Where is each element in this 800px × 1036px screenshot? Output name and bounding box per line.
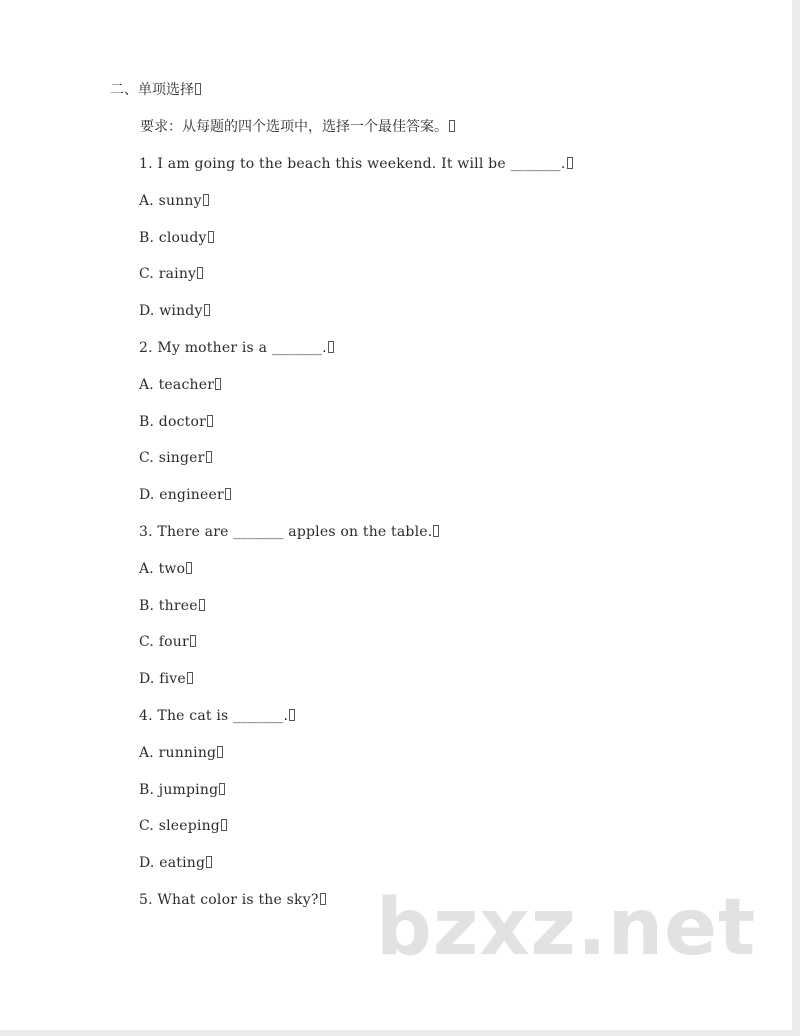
option-1c: C. rainy bbox=[139, 264, 573, 301]
paragraph-mark-icon bbox=[567, 157, 573, 169]
paragraph-mark-icon bbox=[217, 746, 223, 758]
paragraph-mark-icon bbox=[219, 783, 225, 795]
paragraph-mark-icon bbox=[199, 599, 205, 611]
paragraph-mark-icon bbox=[289, 709, 295, 721]
question-5: 5. What color is the sky? bbox=[139, 890, 573, 927]
paragraph-mark-icon bbox=[221, 819, 227, 831]
paragraph-mark-icon bbox=[190, 635, 196, 647]
option-2d: D. engineer bbox=[139, 485, 573, 522]
option-2b: B. doctor bbox=[139, 412, 573, 449]
option-3a: A. two bbox=[139, 559, 573, 596]
question-2: 2. My mother is a _______. bbox=[139, 338, 573, 375]
option-3c: C. four bbox=[139, 632, 573, 669]
option-2c: C. singer bbox=[139, 448, 573, 485]
paragraph-mark-icon bbox=[206, 451, 212, 463]
paragraph-mark-icon bbox=[328, 341, 334, 353]
paragraph-mark-icon bbox=[203, 194, 209, 206]
question-4: 4. The cat is _______. bbox=[139, 706, 573, 743]
option-4a: A. running bbox=[139, 743, 573, 780]
question-3: 3. There are _______ apples on the table. bbox=[139, 522, 573, 559]
option-2a: A. teacher bbox=[139, 375, 573, 412]
option-3d: D. five bbox=[139, 669, 573, 706]
paragraph-mark-icon bbox=[320, 893, 326, 905]
paragraph-mark-icon bbox=[449, 120, 455, 132]
paragraph-mark-icon bbox=[187, 672, 193, 684]
paragraph-mark-icon bbox=[195, 83, 201, 95]
option-3b: B. three bbox=[139, 596, 573, 633]
option-1b: B. cloudy bbox=[139, 228, 573, 265]
paragraph-mark-icon bbox=[197, 267, 203, 279]
paragraph-mark-icon bbox=[207, 415, 213, 427]
option-4c: C. sleeping bbox=[139, 816, 573, 853]
option-1a: A. sunny bbox=[139, 191, 573, 228]
paragraph-mark-icon bbox=[206, 856, 212, 868]
paragraph-mark-icon bbox=[204, 304, 210, 316]
paragraph-mark-icon bbox=[225, 488, 231, 500]
paragraph-mark-icon bbox=[208, 231, 214, 243]
option-1d: D. windy bbox=[139, 301, 573, 338]
site-watermark: bzxz.net bbox=[376, 883, 757, 973]
option-4b: B. jumping bbox=[139, 780, 573, 817]
paragraph-mark-icon bbox=[186, 562, 192, 574]
option-4d: D. eating bbox=[139, 853, 573, 890]
paragraph-mark-icon bbox=[215, 378, 221, 390]
question-list bbox=[139, 154, 573, 927]
question-1: 1. I am going to the beach this weekend. It will be _______. bbox=[139, 154, 573, 191]
paragraph-mark-icon bbox=[433, 525, 439, 537]
section-title: 二、单项选择 bbox=[110, 80, 201, 100]
instruction-text: 要求：从每题的四个选项中，选择一个最佳答案。 bbox=[140, 117, 455, 137]
